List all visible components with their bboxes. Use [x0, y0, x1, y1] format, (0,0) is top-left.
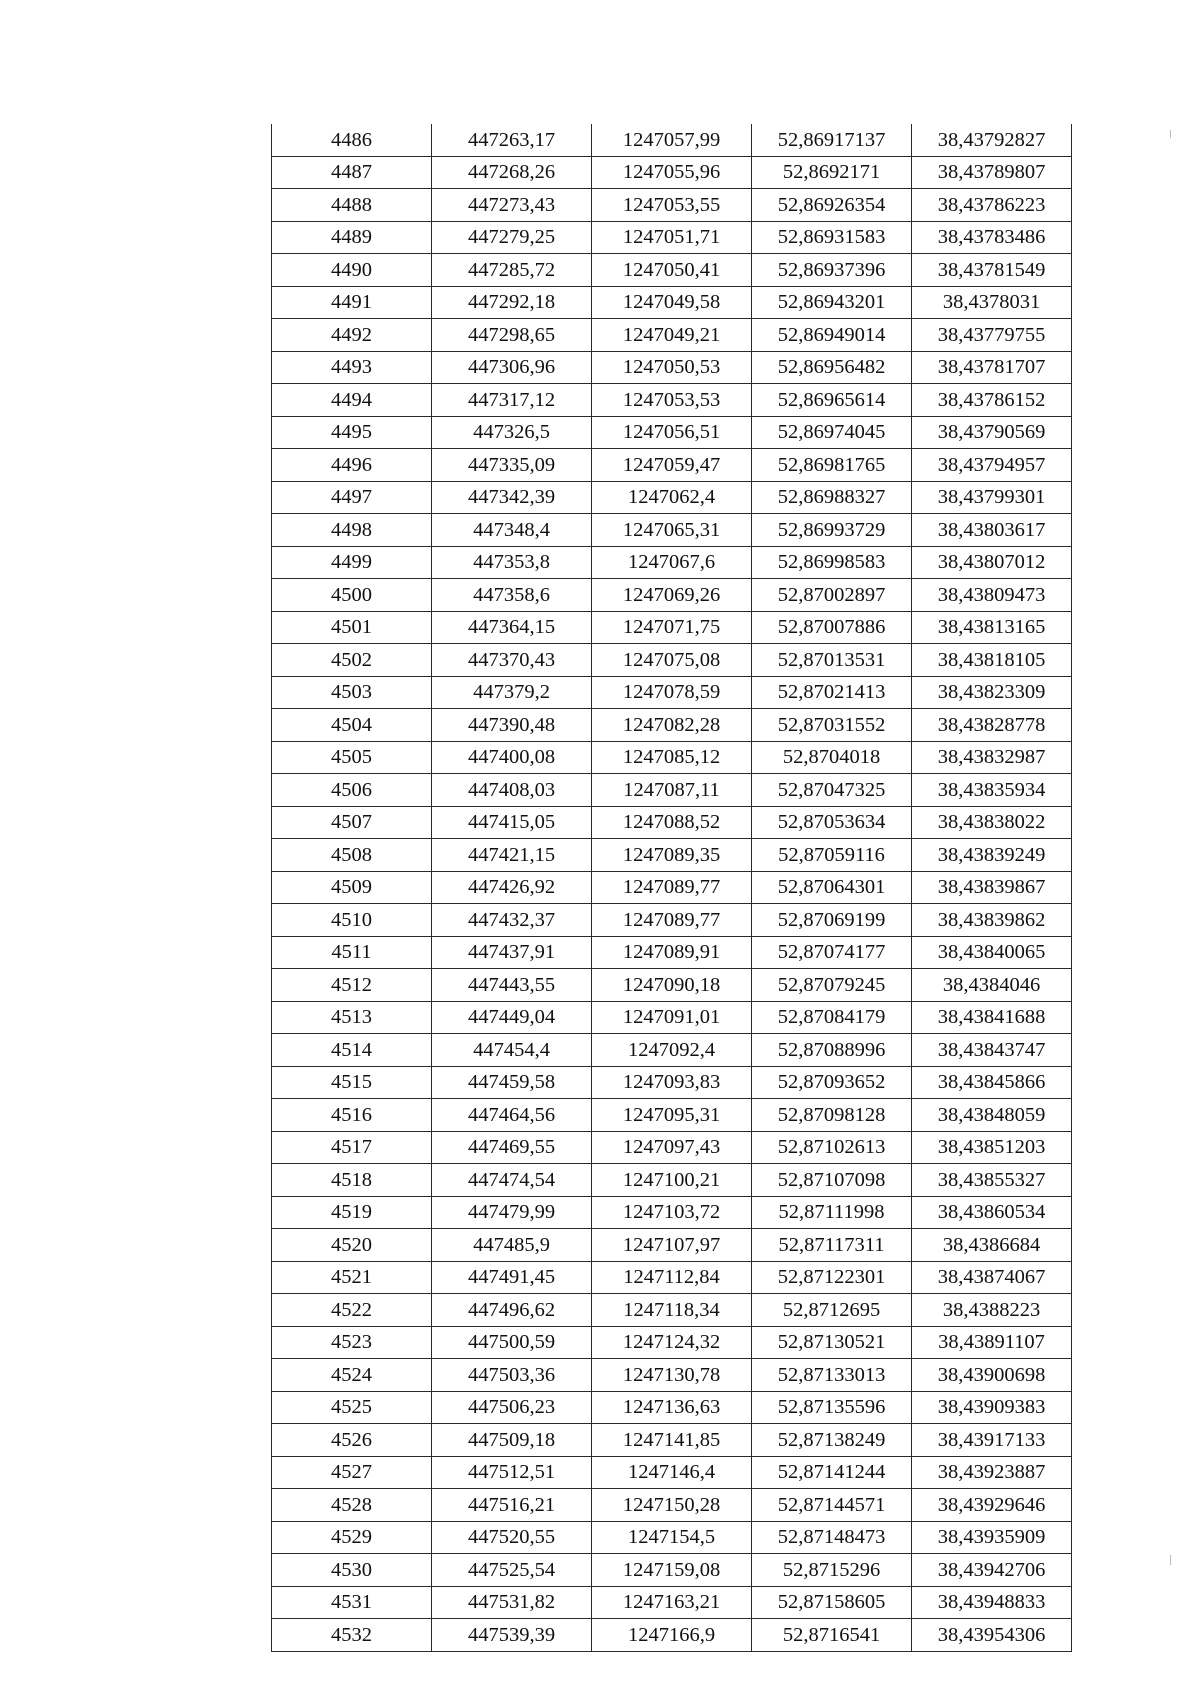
y-coordinate-cell: 1247089,91 — [592, 936, 752, 969]
latitude-cell: 52,87148473 — [752, 1521, 912, 1554]
latitude-cell: 52,8704018 — [752, 741, 912, 774]
latitude-cell: 52,87158605 — [752, 1586, 912, 1619]
table-row — [272, 1099, 1072, 1132]
latitude-cell: 52,87093652 — [752, 1066, 912, 1099]
y-coordinate-cell: 1247100,21 — [592, 1164, 752, 1197]
table-row — [272, 254, 1072, 287]
y-coordinate-cell: 1247075,08 — [592, 644, 752, 677]
x-coordinate-cell: 447268,26 — [432, 156, 592, 189]
longitude-cell: 38,43845866 — [912, 1066, 1072, 1099]
x-coordinate-cell: 447485,9 — [432, 1229, 592, 1262]
table-row — [272, 1554, 1072, 1587]
y-coordinate-cell: 1247078,59 — [592, 676, 752, 709]
x-coordinate-cell: 447292,18 — [432, 286, 592, 319]
latitude-cell: 52,87098128 — [752, 1099, 912, 1132]
longitude-cell: 38,43839862 — [912, 904, 1072, 937]
table-row — [272, 1424, 1072, 1457]
y-coordinate-cell: 1247124,32 — [592, 1326, 752, 1359]
point-number-cell: 4511 — [272, 936, 432, 969]
latitude-cell: 52,87141244 — [752, 1456, 912, 1489]
latitude-cell: 52,87133013 — [752, 1359, 912, 1392]
x-coordinate-cell: 447353,8 — [432, 546, 592, 579]
y-coordinate-cell: 1247146,4 — [592, 1456, 752, 1489]
point-number-cell: 4489 — [272, 221, 432, 254]
x-coordinate-cell: 447432,37 — [432, 904, 592, 937]
y-coordinate-cell: 1247095,31 — [592, 1099, 752, 1132]
point-number-cell: 4532 — [272, 1619, 432, 1652]
longitude-cell: 38,43792827 — [912, 124, 1072, 156]
point-number-cell: 4522 — [272, 1294, 432, 1327]
y-coordinate-cell: 1247107,97 — [592, 1229, 752, 1262]
y-coordinate-cell: 1247090,18 — [592, 969, 752, 1002]
longitude-cell: 38,43900698 — [912, 1359, 1072, 1392]
latitude-cell: 52,8716541 — [752, 1619, 912, 1652]
y-coordinate-cell: 1247091,01 — [592, 1001, 752, 1034]
x-coordinate-cell: 447520,55 — [432, 1521, 592, 1554]
y-coordinate-cell: 1247089,35 — [592, 839, 752, 872]
longitude-cell: 38,43779755 — [912, 319, 1072, 352]
latitude-cell: 52,87102613 — [752, 1131, 912, 1164]
longitude-cell: 38,43789807 — [912, 156, 1072, 189]
latitude-cell: 52,87130521 — [752, 1326, 912, 1359]
table-row — [272, 644, 1072, 677]
point-number-cell: 4518 — [272, 1164, 432, 1197]
point-number-cell: 4514 — [272, 1034, 432, 1067]
latitude-cell: 52,87007886 — [752, 611, 912, 644]
point-number-cell: 4503 — [272, 676, 432, 709]
longitude-cell: 38,43839867 — [912, 871, 1072, 904]
latitude-cell: 52,86998583 — [752, 546, 912, 579]
latitude-cell: 52,87079245 — [752, 969, 912, 1002]
x-coordinate-cell: 447539,39 — [432, 1619, 592, 1652]
point-number-cell: 4517 — [272, 1131, 432, 1164]
x-coordinate-cell: 447400,08 — [432, 741, 592, 774]
table-row — [272, 1456, 1072, 1489]
table-row — [272, 124, 1072, 156]
x-coordinate-cell: 447503,36 — [432, 1359, 592, 1392]
latitude-cell: 52,86943201 — [752, 286, 912, 319]
latitude-cell: 52,86965614 — [752, 384, 912, 417]
longitude-cell: 38,43813165 — [912, 611, 1072, 644]
latitude-cell: 52,86993729 — [752, 514, 912, 547]
point-number-cell: 4506 — [272, 774, 432, 807]
x-coordinate-cell: 447469,55 — [432, 1131, 592, 1164]
table-row — [272, 546, 1072, 579]
table-row — [272, 579, 1072, 612]
y-coordinate-cell: 1247112,84 — [592, 1261, 752, 1294]
point-number-cell: 4507 — [272, 806, 432, 839]
longitude-cell: 38,43909383 — [912, 1391, 1072, 1424]
point-number-cell: 4502 — [272, 644, 432, 677]
point-number-cell: 4486 — [272, 124, 432, 156]
latitude-cell: 52,87088996 — [752, 1034, 912, 1067]
longitude-cell: 38,43851203 — [912, 1131, 1072, 1164]
x-coordinate-cell: 447491,45 — [432, 1261, 592, 1294]
table-row — [272, 1489, 1072, 1522]
x-coordinate-cell: 447449,04 — [432, 1001, 592, 1034]
x-coordinate-cell: 447512,51 — [432, 1456, 592, 1489]
longitude-cell: 38,43832987 — [912, 741, 1072, 774]
y-coordinate-cell: 1247089,77 — [592, 904, 752, 937]
table-row — [272, 481, 1072, 514]
longitude-cell: 38,43843747 — [912, 1034, 1072, 1067]
point-number-cell: 4510 — [272, 904, 432, 937]
y-coordinate-cell: 1247087,11 — [592, 774, 752, 807]
longitude-cell: 38,43848059 — [912, 1099, 1072, 1132]
longitude-cell: 38,43828778 — [912, 709, 1072, 742]
longitude-cell: 38,43823309 — [912, 676, 1072, 709]
longitude-cell: 38,43803617 — [912, 514, 1072, 547]
latitude-cell: 52,86974045 — [752, 416, 912, 449]
y-coordinate-cell: 1247055,96 — [592, 156, 752, 189]
table-row — [272, 611, 1072, 644]
latitude-cell: 52,87047325 — [752, 774, 912, 807]
table-row — [272, 1229, 1072, 1262]
longitude-cell: 38,43838022 — [912, 806, 1072, 839]
table-row — [272, 1359, 1072, 1392]
x-coordinate-cell: 447500,59 — [432, 1326, 592, 1359]
latitude-cell: 52,87117311 — [752, 1229, 912, 1262]
latitude-cell: 52,87122301 — [752, 1261, 912, 1294]
latitude-cell: 52,87064301 — [752, 871, 912, 904]
point-number-cell: 4530 — [272, 1554, 432, 1587]
point-number-cell: 4520 — [272, 1229, 432, 1262]
x-coordinate-cell: 447298,65 — [432, 319, 592, 352]
point-number-cell: 4494 — [272, 384, 432, 417]
y-coordinate-cell: 1247057,99 — [592, 124, 752, 156]
longitude-cell: 38,43781549 — [912, 254, 1072, 287]
longitude-cell: 38,4388223 — [912, 1294, 1072, 1327]
latitude-cell: 52,86937396 — [752, 254, 912, 287]
latitude-cell: 52,87053634 — [752, 806, 912, 839]
longitude-cell: 38,4378031 — [912, 286, 1072, 319]
table-row — [272, 286, 1072, 319]
longitude-cell: 38,4386684 — [912, 1229, 1072, 1262]
x-coordinate-cell: 447474,54 — [432, 1164, 592, 1197]
longitude-cell: 38,43860534 — [912, 1196, 1072, 1229]
x-coordinate-cell: 447285,72 — [432, 254, 592, 287]
x-coordinate-cell: 447326,5 — [432, 416, 592, 449]
latitude-cell: 52,87069199 — [752, 904, 912, 937]
y-coordinate-cell: 1247163,21 — [592, 1586, 752, 1619]
y-coordinate-cell: 1247059,47 — [592, 449, 752, 482]
table-row — [272, 156, 1072, 189]
latitude-cell: 52,87059116 — [752, 839, 912, 872]
point-number-cell: 4512 — [272, 969, 432, 1002]
longitude-cell: 38,43935909 — [912, 1521, 1072, 1554]
x-coordinate-cell: 447516,21 — [432, 1489, 592, 1522]
table-row — [272, 1294, 1072, 1327]
point-number-cell: 4500 — [272, 579, 432, 612]
x-coordinate-cell: 447459,58 — [432, 1066, 592, 1099]
x-coordinate-cell: 447273,43 — [432, 189, 592, 222]
table-row — [272, 936, 1072, 969]
point-number-cell: 4508 — [272, 839, 432, 872]
x-coordinate-cell: 447317,12 — [432, 384, 592, 417]
table-row — [272, 221, 1072, 254]
point-number-cell: 4523 — [272, 1326, 432, 1359]
table-row — [272, 806, 1072, 839]
table-row — [272, 1619, 1072, 1652]
point-number-cell: 4515 — [272, 1066, 432, 1099]
table-row — [272, 676, 1072, 709]
y-coordinate-cell: 1247067,6 — [592, 546, 752, 579]
y-coordinate-cell: 1247056,51 — [592, 416, 752, 449]
longitude-cell: 38,43929646 — [912, 1489, 1072, 1522]
table-row — [272, 514, 1072, 547]
table-row — [272, 904, 1072, 937]
y-coordinate-cell: 1247053,55 — [592, 189, 752, 222]
table-row — [272, 741, 1072, 774]
point-number-cell: 4528 — [272, 1489, 432, 1522]
longitude-cell: 38,43954306 — [912, 1619, 1072, 1652]
latitude-cell: 52,87002897 — [752, 579, 912, 612]
table-row — [272, 969, 1072, 1002]
x-coordinate-cell: 447525,54 — [432, 1554, 592, 1587]
longitude-cell: 38,43917133 — [912, 1424, 1072, 1457]
point-number-cell: 4490 — [272, 254, 432, 287]
x-coordinate-cell: 447443,55 — [432, 969, 592, 1002]
latitude-cell: 52,86931583 — [752, 221, 912, 254]
latitude-cell: 52,87111998 — [752, 1196, 912, 1229]
point-number-cell: 4505 — [272, 741, 432, 774]
x-coordinate-cell: 447348,4 — [432, 514, 592, 547]
table-row — [272, 1261, 1072, 1294]
table-row — [272, 1131, 1072, 1164]
x-coordinate-cell: 447408,03 — [432, 774, 592, 807]
x-coordinate-cell: 447370,43 — [432, 644, 592, 677]
longitude-cell: 38,43809473 — [912, 579, 1072, 612]
y-coordinate-cell: 1247159,08 — [592, 1554, 752, 1587]
latitude-cell: 52,86956482 — [752, 351, 912, 384]
y-coordinate-cell: 1247088,52 — [592, 806, 752, 839]
longitude-cell: 38,43891107 — [912, 1326, 1072, 1359]
longitude-cell: 38,43781707 — [912, 351, 1072, 384]
y-coordinate-cell: 1247050,41 — [592, 254, 752, 287]
table-row — [272, 1196, 1072, 1229]
longitude-cell: 38,43855327 — [912, 1164, 1072, 1197]
table-row — [272, 709, 1072, 742]
longitude-cell: 38,43835934 — [912, 774, 1072, 807]
point-number-cell: 4498 — [272, 514, 432, 547]
y-coordinate-cell: 1247141,85 — [592, 1424, 752, 1457]
point-number-cell: 4516 — [272, 1099, 432, 1132]
latitude-cell: 52,87074177 — [752, 936, 912, 969]
x-coordinate-cell: 447421,15 — [432, 839, 592, 872]
table-row — [272, 416, 1072, 449]
longitude-cell: 38,43790569 — [912, 416, 1072, 449]
y-coordinate-cell: 1247150,28 — [592, 1489, 752, 1522]
table-row — [272, 1001, 1072, 1034]
point-number-cell: 4513 — [272, 1001, 432, 1034]
x-coordinate-cell: 447379,2 — [432, 676, 592, 709]
y-coordinate-cell: 1247154,5 — [592, 1521, 752, 1554]
y-coordinate-cell: 1247062,4 — [592, 481, 752, 514]
x-coordinate-cell: 447342,39 — [432, 481, 592, 514]
latitude-cell: 52,87013531 — [752, 644, 912, 677]
y-coordinate-cell: 1247092,4 — [592, 1034, 752, 1067]
longitude-cell: 38,43786152 — [912, 384, 1072, 417]
x-coordinate-cell: 447464,56 — [432, 1099, 592, 1132]
point-number-cell: 4519 — [272, 1196, 432, 1229]
longitude-cell: 38,43942706 — [912, 1554, 1072, 1587]
point-number-cell: 4487 — [272, 156, 432, 189]
x-coordinate-cell: 447509,18 — [432, 1424, 592, 1457]
longitude-cell: 38,43786223 — [912, 189, 1072, 222]
point-number-cell: 4527 — [272, 1456, 432, 1489]
coordinates-table-body — [272, 124, 1072, 1651]
latitude-cell: 52,87144571 — [752, 1489, 912, 1522]
table-row — [272, 1034, 1072, 1067]
x-coordinate-cell: 447496,62 — [432, 1294, 592, 1327]
latitude-cell: 52,8715296 — [752, 1554, 912, 1587]
longitude-cell: 38,4384046 — [912, 969, 1072, 1002]
point-number-cell: 4497 — [272, 481, 432, 514]
table-row — [272, 871, 1072, 904]
longitude-cell: 38,43818105 — [912, 644, 1072, 677]
point-number-cell: 4488 — [272, 189, 432, 222]
longitude-cell: 38,43874067 — [912, 1261, 1072, 1294]
y-coordinate-cell: 1247053,53 — [592, 384, 752, 417]
latitude-cell: 52,87021413 — [752, 676, 912, 709]
x-coordinate-cell: 447479,99 — [432, 1196, 592, 1229]
y-coordinate-cell: 1247049,21 — [592, 319, 752, 352]
y-coordinate-cell: 1247097,43 — [592, 1131, 752, 1164]
x-coordinate-cell: 447437,91 — [432, 936, 592, 969]
point-number-cell: 4521 — [272, 1261, 432, 1294]
latitude-cell: 52,86926354 — [752, 189, 912, 222]
latitude-cell: 52,8692171 — [752, 156, 912, 189]
y-coordinate-cell: 1247082,28 — [592, 709, 752, 742]
table-row — [272, 189, 1072, 222]
longitude-cell: 38,43948833 — [912, 1586, 1072, 1619]
table-row — [272, 774, 1072, 807]
x-coordinate-cell: 447306,96 — [432, 351, 592, 384]
y-coordinate-cell: 1247071,75 — [592, 611, 752, 644]
point-number-cell: 4529 — [272, 1521, 432, 1554]
x-coordinate-cell: 447426,92 — [432, 871, 592, 904]
latitude-cell: 52,87135596 — [752, 1391, 912, 1424]
longitude-cell: 38,43794957 — [912, 449, 1072, 482]
x-coordinate-cell: 447390,48 — [432, 709, 592, 742]
latitude-cell: 52,87031552 — [752, 709, 912, 742]
longitude-cell: 38,43841688 — [912, 1001, 1072, 1034]
point-number-cell: 4531 — [272, 1586, 432, 1619]
y-coordinate-cell: 1247136,63 — [592, 1391, 752, 1424]
y-coordinate-cell: 1247118,34 — [592, 1294, 752, 1327]
table-row — [272, 351, 1072, 384]
point-number-cell: 4509 — [272, 871, 432, 904]
point-number-cell: 4525 — [272, 1391, 432, 1424]
y-coordinate-cell: 1247085,12 — [592, 741, 752, 774]
table-row — [272, 1586, 1072, 1619]
x-coordinate-cell: 447358,6 — [432, 579, 592, 612]
latitude-cell: 52,86988327 — [752, 481, 912, 514]
point-number-cell: 4501 — [272, 611, 432, 644]
y-coordinate-cell: 1247069,26 — [592, 579, 752, 612]
scan-artifact-mark — [1170, 1555, 1171, 1565]
x-coordinate-cell: 447263,17 — [432, 124, 592, 156]
latitude-cell: 52,87138249 — [752, 1424, 912, 1457]
table-row — [272, 1066, 1072, 1099]
point-number-cell: 4492 — [272, 319, 432, 352]
longitude-cell: 38,43799301 — [912, 481, 1072, 514]
latitude-cell: 52,86949014 — [752, 319, 912, 352]
x-coordinate-cell: 447364,15 — [432, 611, 592, 644]
x-coordinate-cell: 447415,05 — [432, 806, 592, 839]
y-coordinate-cell: 1247065,31 — [592, 514, 752, 547]
scan-artifact-mark — [1170, 130, 1171, 138]
x-coordinate-cell: 447335,09 — [432, 449, 592, 482]
coordinates-table — [271, 124, 1072, 1652]
table-row — [272, 839, 1072, 872]
table-row — [272, 1164, 1072, 1197]
longitude-cell: 38,43839249 — [912, 839, 1072, 872]
table-row — [272, 319, 1072, 352]
point-number-cell: 4491 — [272, 286, 432, 319]
point-number-cell: 4495 — [272, 416, 432, 449]
latitude-cell: 52,86981765 — [752, 449, 912, 482]
point-number-cell: 4526 — [272, 1424, 432, 1457]
latitude-cell: 52,86917137 — [752, 124, 912, 156]
y-coordinate-cell: 1247130,78 — [592, 1359, 752, 1392]
table-row — [272, 384, 1072, 417]
table-row — [272, 1391, 1072, 1424]
y-coordinate-cell: 1247049,58 — [592, 286, 752, 319]
longitude-cell: 38,43807012 — [912, 546, 1072, 579]
y-coordinate-cell: 1247089,77 — [592, 871, 752, 904]
point-number-cell: 4496 — [272, 449, 432, 482]
x-coordinate-cell: 447454,4 — [432, 1034, 592, 1067]
y-coordinate-cell: 1247166,9 — [592, 1619, 752, 1652]
latitude-cell: 52,8712695 — [752, 1294, 912, 1327]
table-row — [272, 1521, 1072, 1554]
point-number-cell: 4524 — [272, 1359, 432, 1392]
point-number-cell: 4493 — [272, 351, 432, 384]
longitude-cell: 38,43783486 — [912, 221, 1072, 254]
x-coordinate-cell: 447531,82 — [432, 1586, 592, 1619]
point-number-cell: 4504 — [272, 709, 432, 742]
y-coordinate-cell: 1247051,71 — [592, 221, 752, 254]
y-coordinate-cell: 1247050,53 — [592, 351, 752, 384]
x-coordinate-cell: 447279,25 — [432, 221, 592, 254]
latitude-cell: 52,87107098 — [752, 1164, 912, 1197]
point-number-cell: 4499 — [272, 546, 432, 579]
y-coordinate-cell: 1247093,83 — [592, 1066, 752, 1099]
table-row — [272, 449, 1072, 482]
longitude-cell: 38,43923887 — [912, 1456, 1072, 1489]
longitude-cell: 38,43840065 — [912, 936, 1072, 969]
x-coordinate-cell: 447506,23 — [432, 1391, 592, 1424]
table-row — [272, 1326, 1072, 1359]
y-coordinate-cell: 1247103,72 — [592, 1196, 752, 1229]
latitude-cell: 52,87084179 — [752, 1001, 912, 1034]
